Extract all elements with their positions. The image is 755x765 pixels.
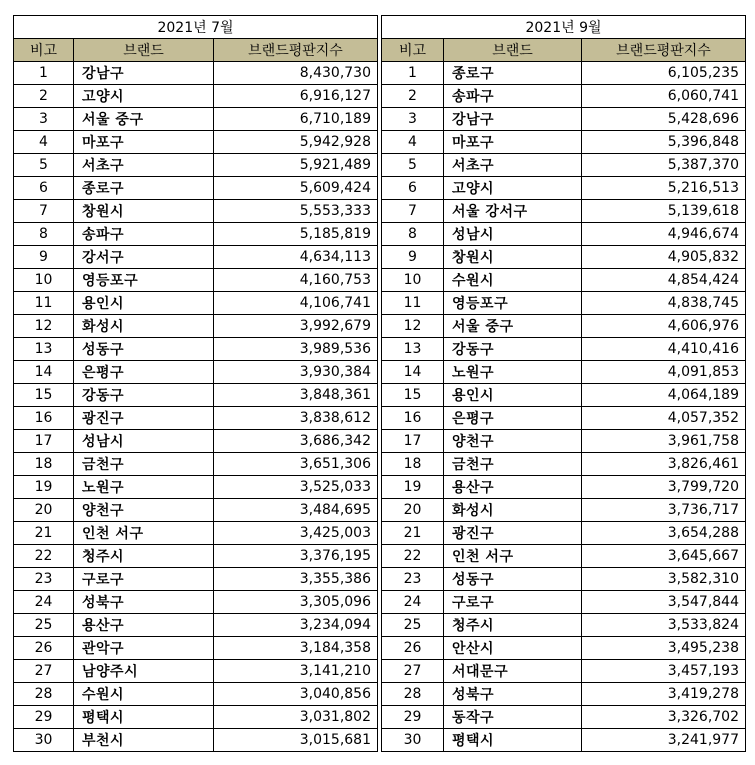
rank-cell: 27 bbox=[14, 660, 74, 683]
index-cell: 4,905,832 bbox=[582, 246, 746, 269]
index-cell: 3,992,679 bbox=[214, 315, 378, 338]
index-cell: 3,305,096 bbox=[214, 591, 378, 614]
index-cell: 3,015,681 bbox=[214, 729, 378, 752]
table-row bbox=[382, 200, 746, 223]
table-row bbox=[14, 591, 378, 614]
brand-cell: 강남구 bbox=[74, 62, 214, 85]
rank-cell: 26 bbox=[14, 637, 74, 660]
index-cell: 3,326,702 bbox=[582, 706, 746, 729]
index-cell: 3,533,824 bbox=[582, 614, 746, 637]
table-row bbox=[14, 315, 378, 338]
table-row bbox=[382, 568, 746, 591]
table-row bbox=[14, 453, 378, 476]
index-cell: 3,241,977 bbox=[582, 729, 746, 752]
brand-cell: 강동구 bbox=[74, 384, 214, 407]
brand-cell: 서울 강서구 bbox=[444, 200, 582, 223]
rank-cell: 26 bbox=[382, 637, 444, 660]
rank-cell: 7 bbox=[14, 200, 74, 223]
index-cell: 3,234,094 bbox=[214, 614, 378, 637]
table-row bbox=[382, 131, 746, 154]
brand-cell: 용산구 bbox=[444, 476, 582, 499]
index-cell: 4,106,741 bbox=[214, 292, 378, 315]
index-cell: 3,930,384 bbox=[214, 361, 378, 384]
index-cell: 5,216,513 bbox=[582, 177, 746, 200]
brand-cell: 노원구 bbox=[444, 361, 582, 384]
brand-cell: 성동구 bbox=[444, 568, 582, 591]
rank-cell: 19 bbox=[14, 476, 74, 499]
brand-cell: 광진구 bbox=[444, 522, 582, 545]
header-index: 브랜드평판지수 bbox=[214, 39, 378, 62]
table-row bbox=[382, 545, 746, 568]
rank-cell: 30 bbox=[14, 729, 74, 752]
index-cell: 3,495,238 bbox=[582, 637, 746, 660]
index-cell: 5,553,333 bbox=[214, 200, 378, 223]
index-cell: 4,057,352 bbox=[582, 407, 746, 430]
brand-cell: 부천시 bbox=[74, 729, 214, 752]
brand-cell: 구로구 bbox=[444, 591, 582, 614]
table-row bbox=[382, 361, 746, 384]
table-row bbox=[14, 706, 378, 729]
rank-cell: 7 bbox=[382, 200, 444, 223]
brand-cell: 마포구 bbox=[74, 131, 214, 154]
brand-cell: 금천구 bbox=[74, 453, 214, 476]
index-cell: 3,376,195 bbox=[214, 545, 378, 568]
table-row bbox=[382, 177, 746, 200]
table-row bbox=[382, 499, 746, 522]
period-title: 2021년 9월 bbox=[382, 16, 746, 39]
rank-cell: 28 bbox=[382, 683, 444, 706]
brand-cell: 강서구 bbox=[74, 246, 214, 269]
rank-cell: 27 bbox=[382, 660, 444, 683]
index-cell: 6,710,189 bbox=[214, 108, 378, 131]
table-row bbox=[382, 522, 746, 545]
brand-cell: 양천구 bbox=[444, 430, 582, 453]
index-cell: 5,942,928 bbox=[214, 131, 378, 154]
header-row bbox=[382, 39, 746, 62]
index-cell: 3,031,802 bbox=[214, 706, 378, 729]
index-cell: 3,457,193 bbox=[582, 660, 746, 683]
table-row bbox=[14, 407, 378, 430]
index-cell: 6,060,741 bbox=[582, 85, 746, 108]
rank-cell: 10 bbox=[14, 269, 74, 292]
brand-cell: 종로구 bbox=[74, 177, 214, 200]
table-row bbox=[14, 108, 378, 131]
brand-cell: 마포구 bbox=[444, 131, 582, 154]
rank-cell: 29 bbox=[382, 706, 444, 729]
brand-cell: 수원시 bbox=[74, 683, 214, 706]
brand-cell: 인천 서구 bbox=[74, 522, 214, 545]
period-title-row bbox=[382, 16, 746, 39]
brand-cell: 은평구 bbox=[74, 361, 214, 384]
index-cell: 4,160,753 bbox=[214, 269, 378, 292]
rank-cell: 20 bbox=[382, 499, 444, 522]
rank-cell: 5 bbox=[382, 154, 444, 177]
rank-cell: 23 bbox=[382, 568, 444, 591]
table-row bbox=[14, 154, 378, 177]
rank-cell: 17 bbox=[382, 430, 444, 453]
table-row bbox=[14, 177, 378, 200]
index-cell: 3,419,278 bbox=[582, 683, 746, 706]
index-cell: 3,826,461 bbox=[582, 453, 746, 476]
table-row bbox=[14, 683, 378, 706]
rank-cell: 18 bbox=[14, 453, 74, 476]
brand-cell: 성남시 bbox=[74, 430, 214, 453]
brand-cell: 청주시 bbox=[74, 545, 214, 568]
rank-cell: 10 bbox=[382, 269, 444, 292]
brand-cell: 서대문구 bbox=[444, 660, 582, 683]
rank-cell: 30 bbox=[382, 729, 444, 752]
table-row bbox=[382, 706, 746, 729]
table-row bbox=[382, 62, 746, 85]
rank-cell: 21 bbox=[382, 522, 444, 545]
table-row bbox=[382, 223, 746, 246]
index-cell: 3,141,210 bbox=[214, 660, 378, 683]
brand-cell: 창원시 bbox=[74, 200, 214, 223]
table-row bbox=[382, 315, 746, 338]
rank-cell: 19 bbox=[382, 476, 444, 499]
brand-cell: 서초구 bbox=[74, 154, 214, 177]
brand-cell: 성북구 bbox=[444, 683, 582, 706]
brand-cell: 청주시 bbox=[444, 614, 582, 637]
table-row bbox=[14, 384, 378, 407]
rank-cell: 22 bbox=[14, 545, 74, 568]
table-row bbox=[382, 453, 746, 476]
table-row bbox=[382, 683, 746, 706]
index-cell: 3,838,612 bbox=[214, 407, 378, 430]
period-title: 2021년 7월 bbox=[14, 16, 378, 39]
rank-cell: 24 bbox=[382, 591, 444, 614]
rank-cell: 15 bbox=[382, 384, 444, 407]
brand-cell: 영등포구 bbox=[444, 292, 582, 315]
brand-cell: 고양시 bbox=[444, 177, 582, 200]
rank-cell: 23 bbox=[14, 568, 74, 591]
brand-cell: 안산시 bbox=[444, 637, 582, 660]
table-row bbox=[14, 200, 378, 223]
index-cell: 3,736,717 bbox=[582, 499, 746, 522]
index-cell: 4,606,976 bbox=[582, 315, 746, 338]
index-cell: 4,946,674 bbox=[582, 223, 746, 246]
brand-cell: 서초구 bbox=[444, 154, 582, 177]
index-cell: 4,838,745 bbox=[582, 292, 746, 315]
index-cell: 5,428,696 bbox=[582, 108, 746, 131]
rank-cell: 13 bbox=[14, 338, 74, 361]
index-cell: 3,525,033 bbox=[214, 476, 378, 499]
rank-cell: 15 bbox=[14, 384, 74, 407]
table-row bbox=[382, 614, 746, 637]
brand-cell: 송파구 bbox=[74, 223, 214, 246]
index-cell: 3,484,695 bbox=[214, 499, 378, 522]
rank-cell: 6 bbox=[382, 177, 444, 200]
rank-cell: 20 bbox=[14, 499, 74, 522]
rank-cell: 14 bbox=[382, 361, 444, 384]
header-row bbox=[14, 39, 378, 62]
index-cell: 3,040,856 bbox=[214, 683, 378, 706]
rank-cell: 22 bbox=[382, 545, 444, 568]
index-cell: 3,355,386 bbox=[214, 568, 378, 591]
brand-cell: 평택시 bbox=[444, 729, 582, 752]
table-row bbox=[382, 407, 746, 430]
brand-cell: 창원시 bbox=[444, 246, 582, 269]
header-brand: 브랜드 bbox=[444, 39, 582, 62]
index-cell: 4,634,113 bbox=[214, 246, 378, 269]
index-cell: 3,848,361 bbox=[214, 384, 378, 407]
rank-cell: 9 bbox=[14, 246, 74, 269]
rank-cell: 8 bbox=[382, 223, 444, 246]
brand-cell: 화성시 bbox=[444, 499, 582, 522]
brand-cell: 성남시 bbox=[444, 223, 582, 246]
rank-cell: 12 bbox=[382, 315, 444, 338]
table-row bbox=[382, 85, 746, 108]
rank-cell: 8 bbox=[14, 223, 74, 246]
table-row bbox=[14, 637, 378, 660]
brand-cell: 평택시 bbox=[74, 706, 214, 729]
rank-cell: 24 bbox=[14, 591, 74, 614]
header-rank: 비고 bbox=[14, 39, 74, 62]
table-row bbox=[14, 430, 378, 453]
table-row bbox=[382, 637, 746, 660]
brand-cell: 양천구 bbox=[74, 499, 214, 522]
brand-cell: 영등포구 bbox=[74, 269, 214, 292]
table-row bbox=[14, 246, 378, 269]
table-row bbox=[382, 108, 746, 131]
period-title-row bbox=[14, 16, 378, 39]
brand-cell: 송파구 bbox=[444, 85, 582, 108]
brand-cell: 용인시 bbox=[74, 292, 214, 315]
brand-cell: 동작구 bbox=[444, 706, 582, 729]
brand-cell: 성북구 bbox=[74, 591, 214, 614]
ranking-table-july bbox=[13, 15, 378, 752]
index-cell: 3,686,342 bbox=[214, 430, 378, 453]
index-cell: 4,854,424 bbox=[582, 269, 746, 292]
table-row bbox=[14, 499, 378, 522]
index-cell: 5,387,370 bbox=[582, 154, 746, 177]
index-cell: 6,916,127 bbox=[214, 85, 378, 108]
brand-cell: 인천 서구 bbox=[444, 545, 582, 568]
table-row bbox=[382, 476, 746, 499]
index-cell: 3,582,310 bbox=[582, 568, 746, 591]
rank-cell: 16 bbox=[382, 407, 444, 430]
index-cell: 5,921,489 bbox=[214, 154, 378, 177]
rank-cell: 2 bbox=[14, 85, 74, 108]
rank-cell: 17 bbox=[14, 430, 74, 453]
table-row bbox=[14, 62, 378, 85]
index-cell: 3,651,306 bbox=[214, 453, 378, 476]
table-row bbox=[382, 660, 746, 683]
brand-cell: 수원시 bbox=[444, 269, 582, 292]
table-row bbox=[14, 361, 378, 384]
rank-cell: 25 bbox=[14, 614, 74, 637]
index-cell: 3,645,667 bbox=[582, 545, 746, 568]
index-cell: 3,989,536 bbox=[214, 338, 378, 361]
table-row bbox=[14, 729, 378, 752]
rank-cell: 16 bbox=[14, 407, 74, 430]
table-row bbox=[382, 591, 746, 614]
rank-cell: 3 bbox=[14, 108, 74, 131]
brand-cell: 관악구 bbox=[74, 637, 214, 660]
rank-cell: 1 bbox=[382, 62, 444, 85]
rank-cell: 2 bbox=[382, 85, 444, 108]
table-row bbox=[14, 269, 378, 292]
table-row bbox=[14, 85, 378, 108]
brand-cell: 강동구 bbox=[444, 338, 582, 361]
index-cell: 5,139,618 bbox=[582, 200, 746, 223]
index-cell: 5,609,424 bbox=[214, 177, 378, 200]
table-row bbox=[382, 269, 746, 292]
index-cell: 3,961,758 bbox=[582, 430, 746, 453]
table-row bbox=[14, 292, 378, 315]
index-cell: 3,547,844 bbox=[582, 591, 746, 614]
brand-cell: 서울 중구 bbox=[444, 315, 582, 338]
rank-cell: 25 bbox=[382, 614, 444, 637]
brand-cell: 고양시 bbox=[74, 85, 214, 108]
rank-cell: 4 bbox=[382, 131, 444, 154]
rank-cell: 9 bbox=[382, 246, 444, 269]
rank-cell: 4 bbox=[14, 131, 74, 154]
rank-cell: 14 bbox=[14, 361, 74, 384]
rank-cell: 11 bbox=[382, 292, 444, 315]
index-cell: 4,091,853 bbox=[582, 361, 746, 384]
brand-cell: 남양주시 bbox=[74, 660, 214, 683]
brand-cell: 강남구 bbox=[444, 108, 582, 131]
brand-cell: 노원구 bbox=[74, 476, 214, 499]
index-cell: 3,425,003 bbox=[214, 522, 378, 545]
index-cell: 3,799,720 bbox=[582, 476, 746, 499]
index-cell: 3,654,288 bbox=[582, 522, 746, 545]
brand-cell: 용산구 bbox=[74, 614, 214, 637]
table-row bbox=[382, 384, 746, 407]
brand-cell: 종로구 bbox=[444, 62, 582, 85]
brand-cell: 화성시 bbox=[74, 315, 214, 338]
rank-cell: 29 bbox=[14, 706, 74, 729]
rank-cell: 28 bbox=[14, 683, 74, 706]
table-row bbox=[382, 430, 746, 453]
rank-cell: 3 bbox=[382, 108, 444, 131]
table-row bbox=[382, 338, 746, 361]
header-rank: 비고 bbox=[382, 39, 444, 62]
ranking-table-september bbox=[381, 15, 746, 752]
rank-cell: 11 bbox=[14, 292, 74, 315]
index-cell: 5,396,848 bbox=[582, 131, 746, 154]
rank-cell: 18 bbox=[382, 453, 444, 476]
brand-cell: 광진구 bbox=[74, 407, 214, 430]
ranking-sheet bbox=[13, 15, 746, 752]
rank-cell: 1 bbox=[14, 62, 74, 85]
table-row bbox=[14, 568, 378, 591]
table-row bbox=[14, 614, 378, 637]
brand-cell: 금천구 bbox=[444, 453, 582, 476]
table-row bbox=[14, 660, 378, 683]
brand-cell: 성동구 bbox=[74, 338, 214, 361]
brand-cell: 은평구 bbox=[444, 407, 582, 430]
rank-cell: 13 bbox=[382, 338, 444, 361]
table-row bbox=[14, 545, 378, 568]
rank-cell: 6 bbox=[14, 177, 74, 200]
table-row bbox=[14, 131, 378, 154]
index-cell: 4,410,416 bbox=[582, 338, 746, 361]
header-index: 브랜드평판지수 bbox=[582, 39, 746, 62]
brand-cell: 서울 중구 bbox=[74, 108, 214, 131]
index-cell: 5,185,819 bbox=[214, 223, 378, 246]
table-row bbox=[14, 522, 378, 545]
table-row bbox=[14, 476, 378, 499]
header-brand: 브랜드 bbox=[74, 39, 214, 62]
table-row bbox=[382, 154, 746, 177]
table-row bbox=[382, 292, 746, 315]
index-cell: 4,064,189 bbox=[582, 384, 746, 407]
index-cell: 6,105,235 bbox=[582, 62, 746, 85]
brand-cell: 구로구 bbox=[74, 568, 214, 591]
table-row bbox=[14, 223, 378, 246]
index-cell: 8,430,730 bbox=[214, 62, 378, 85]
rank-cell: 21 bbox=[14, 522, 74, 545]
table-row bbox=[382, 729, 746, 752]
brand-cell: 용인시 bbox=[444, 384, 582, 407]
table-row bbox=[14, 338, 378, 361]
rank-cell: 5 bbox=[14, 154, 74, 177]
index-cell: 3,184,358 bbox=[214, 637, 378, 660]
rank-cell: 12 bbox=[14, 315, 74, 338]
table-row bbox=[382, 246, 746, 269]
